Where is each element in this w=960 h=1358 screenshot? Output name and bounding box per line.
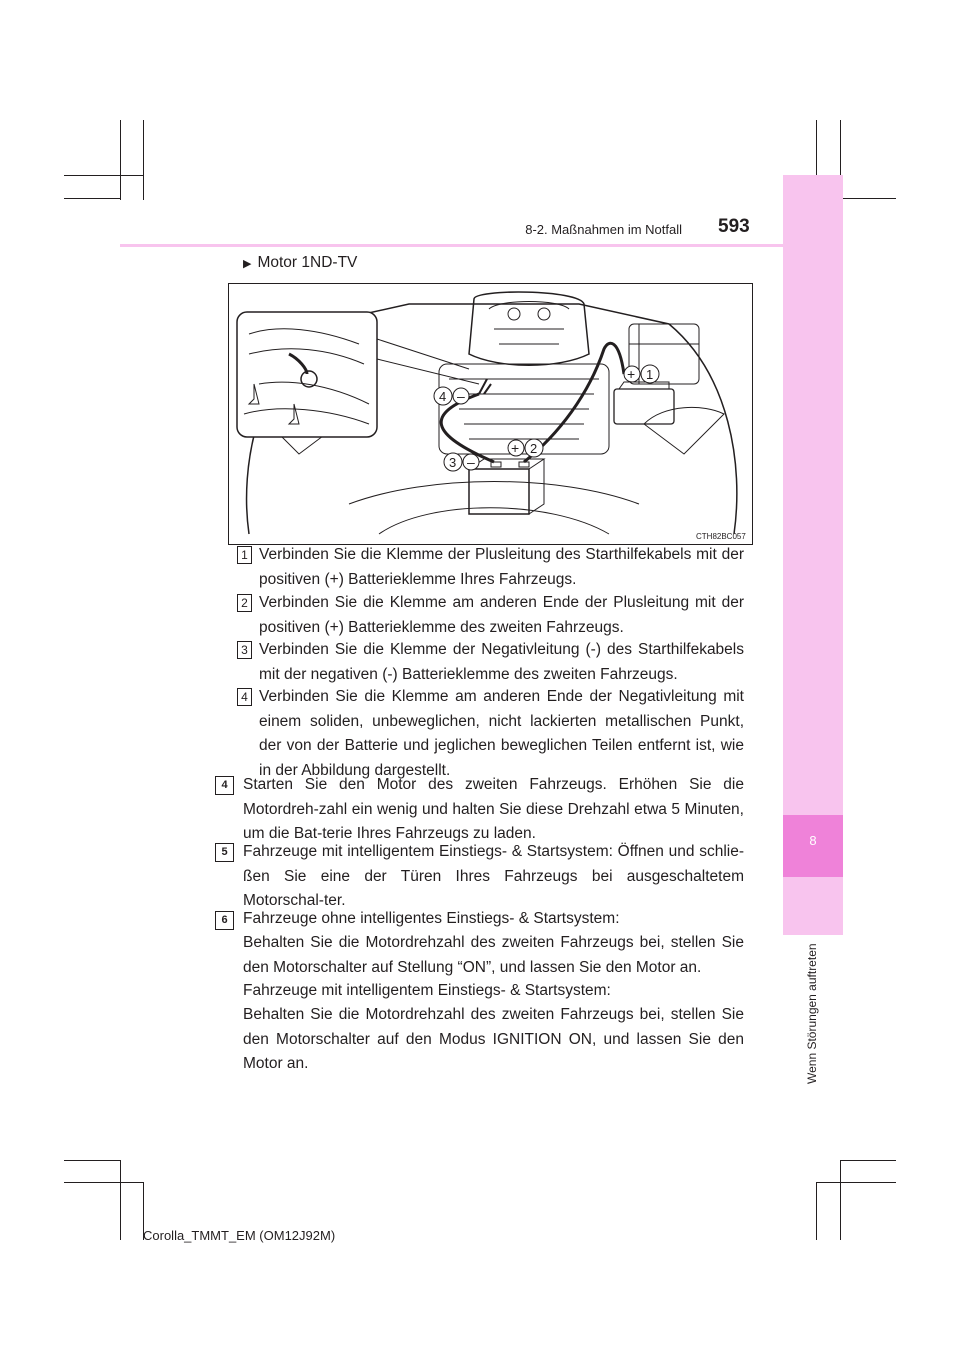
chapter-title: Wenn Störungen auftreten	[805, 943, 819, 1084]
step-text-6c: Fahrzeuge mit intelligentem Einstiegs- & Startsystem:	[243, 982, 611, 999]
subheading-text: Motor 1ND-TV	[257, 254, 358, 271]
chapter-number: 8	[809, 833, 817, 848]
step-number-6: 6	[215, 911, 234, 930]
crop-mark	[64, 198, 120, 199]
callout-4: 4	[439, 389, 447, 404]
callout-1: 1	[646, 367, 654, 382]
subheading	[243, 254, 357, 272]
crop-mark	[120, 120, 121, 200]
triangle-bullet-icon: ▶	[243, 258, 252, 270]
svg-text:+: +	[511, 440, 520, 456]
page-number: 593	[718, 216, 750, 237]
step-text-5: Fahrzeuge mit intelligentem Einstiegs- & Startsystem: Öffnen und schlie-ßen Sie eine der Türen Ihres Fahrzeugs bei ausgeschaltetem Motorschal-ter.	[243, 843, 744, 909]
chapter-title-wrapper	[805, 890, 825, 1090]
item-text-2: Verbinden Sie die Klemme am anderen Ende der Plusleitung mit der positiven (+) Batterieklemme des zweiten Fahrzeugs.	[259, 594, 744, 636]
item-number-2: 2	[237, 594, 252, 612]
item-number-3: 3	[237, 641, 252, 659]
step-number-5: 5	[215, 843, 234, 862]
crop-mark	[840, 198, 896, 199]
step-text-6b: Behalten Sie die Motordrehzahl des zweiten Fahrzeugs bei, stellen Sie den Motorschalter auf Stellung “ON”, und lassen Sie den Motor an.	[243, 934, 744, 976]
svg-text:–: –	[467, 454, 475, 470]
crop-mark	[120, 1160, 121, 1240]
step-text-6a: Fahrzeuge ohne intelligentes Einstiegs- & Startsystem:	[243, 910, 620, 927]
callout-3: 3	[449, 455, 457, 470]
svg-text:+: +	[627, 366, 636, 382]
callout-2: 2	[530, 441, 538, 456]
step-text-4: Starten Sie den Motor des zweiten Fahrzeugs. Erhöhen Sie die Motordreh-zahl ein wenig und halten Sie diese Drehzahl etwa 5 Minuten, um die Bat-terie Ihres Fahrzeugs zu laden.	[243, 776, 744, 842]
item-number-4: 4	[237, 688, 252, 706]
footer-doc-id: Corolla_TMMT_EM (OM12J92M)	[143, 1228, 336, 1243]
item-text-4: Verbinden Sie die Klemme am anderen Ende der Negativleitung mit einem soliden, unbeweglichen, nicht lackierten metallischen Punkt, der von der Batterie und jeglichen beweglichen Teilen entfernt ist, wie in der Abbildung dargestellt.	[259, 688, 744, 779]
crop-mark	[816, 1182, 896, 1183]
crop-mark	[64, 1160, 120, 1161]
section-title: 8-2. Maßnahmen im Notfall	[525, 222, 682, 237]
crop-mark	[840, 1160, 841, 1240]
item-number-1: 1	[237, 546, 252, 564]
crop-mark	[143, 120, 144, 200]
figure-code: CTH82BC057	[696, 532, 746, 541]
engine-bay-drawing	[229, 284, 752, 544]
crop-mark	[64, 1182, 144, 1183]
header-rule	[120, 244, 783, 247]
step-number-4: 4	[215, 776, 234, 795]
item-text-1: Verbinden Sie die Klemme der Plusleitung des Starthilfekabels mit der positiven (+) Batterieklemme Ihres Fahrzeugs.	[259, 546, 744, 588]
crop-mark	[840, 1160, 896, 1161]
engine-illustration	[228, 283, 753, 545]
item-text-3: Verbinden Sie die Klemme der Negativleitung (-) des Starthilfekabels mit der negativen (-) Batterieklemme des zweiten Fahrzeugs.	[259, 641, 744, 683]
step-text-6d: Behalten Sie die Motordrehzahl des zweiten Fahrzeugs bei, stellen Sie den Motorschalter auf den Modus IGNITION ON, und lassen Sie den Motor an.	[243, 1006, 744, 1072]
svg-text:–: –	[457, 388, 465, 404]
crop-mark	[64, 175, 144, 176]
crop-mark	[816, 1182, 817, 1240]
